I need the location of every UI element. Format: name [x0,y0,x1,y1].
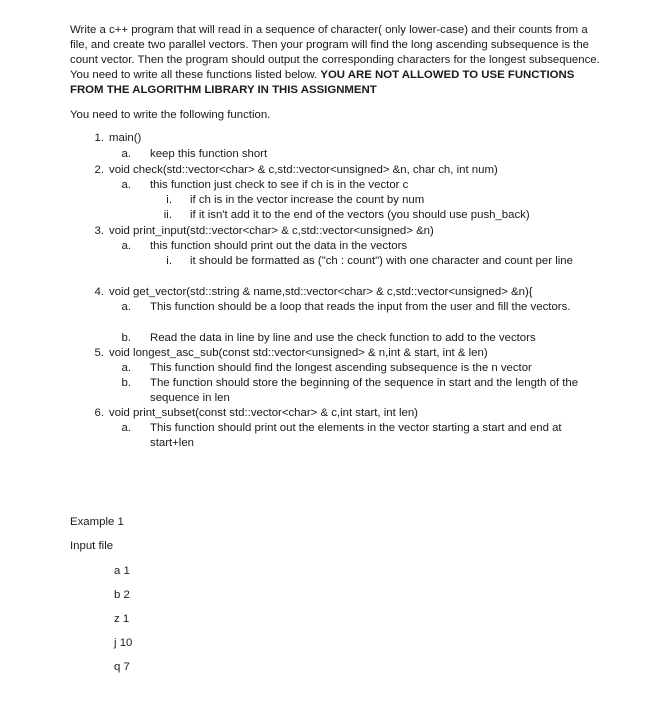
item-text: main() [109,132,142,144]
input-file-label: Input file [70,540,114,552]
item-number: 5. [94,347,104,359]
sub-item-text: this function just check to see if ch is in the vector c [150,179,409,191]
item-number: 4. [94,286,104,298]
sub-item-text: this function should print out the data in the vectors [150,240,408,252]
functions-lead: You need to write the following function. [70,109,271,121]
sub-item-letter: a. [121,179,131,191]
sub-item-text: Read the data in line by line and use the check function to add to the vectors [150,332,536,344]
sub-item-text: keep this function short [150,148,268,160]
sub-item-letter: a. [121,148,131,160]
intro-paragraph [70,23,600,98]
intro-text: Write a c++ program that will read in a sequence of character( only lower-case) and their counts from a file, and create two parallel vectors. Then your program will find the long ascending subsequence is the count vector. Then the program should output the corresponding characters for the longest subsequence. You need to write all these functions listed below. [70,24,600,81]
sub-sub-item-text: if ch is in the vector increase the count by num [190,194,425,206]
sub-sub-item-numeral: i. [166,255,172,267]
sub-item-text: The function should store the beginning of the sequence in start and the length of the sequence in len [150,377,579,404]
item-number: 3. [94,225,104,237]
input-file-line: q 7 [114,661,130,673]
input-file-line: b 2 [114,589,130,601]
sub-item-letter: a. [121,362,131,374]
item-number: 2. [94,164,104,176]
item-text: void print_input(std::vector<char> & c,std::vector<unsigned> &n) [109,225,434,237]
input-file-line: a 1 [114,565,130,577]
sub-item-text: This function should be a loop that reads the input from the user and fill the vectors. [150,301,571,313]
assignment-intro [70,23,600,98]
item-number: 1. [94,132,104,144]
sub-item-letter: a. [121,422,131,434]
item-number: 6. [94,407,104,419]
item-text: void check(std::vector<char> & c,std::vector<unsigned> &n, char ch, int num) [109,164,498,176]
sub-sub-item-text: it should be formatted as ("ch : count") with one character and count per line [190,255,573,267]
sub-item-letter: a. [121,301,131,313]
sub-item-letter: a. [121,240,131,252]
sub-item-text: This function should print out the elements in the vector starting a start and end at start+len [150,422,562,449]
input-file-line: z 1 [114,613,130,625]
input-file-line: j 10 [114,637,133,649]
item-text: void get_vector(std::string & name,std::vector<char> & c,std::vector<unsigned> &n){ [109,286,533,298]
intro-bold-warning: YOU ARE NOT ALLOWED TO USE FUNCTIONS FROM THE ALGORITHM LIBRARY IN THIS ASSIGNMENT [70,69,575,96]
item-text: void longest_asc_sub(const std::vector<unsigned> & n,int & start, int & len) [109,347,488,359]
sub-sub-item-numeral: ii. [163,209,172,221]
sub-item-text: This function should find the longest ascending subsequence is the n vector [150,362,532,374]
sub-item-letter: b. [121,332,131,344]
example-title: Example 1 [70,516,124,528]
sub-sub-item-text: if it isn't add it to the end of the vectors (you should use push_back) [190,209,530,221]
sub-sub-item-numeral: i. [166,194,172,206]
item-text: void print_subset(const std::vector<char> & c,int start, int len) [109,407,418,419]
sub-item-letter: b. [121,377,131,389]
